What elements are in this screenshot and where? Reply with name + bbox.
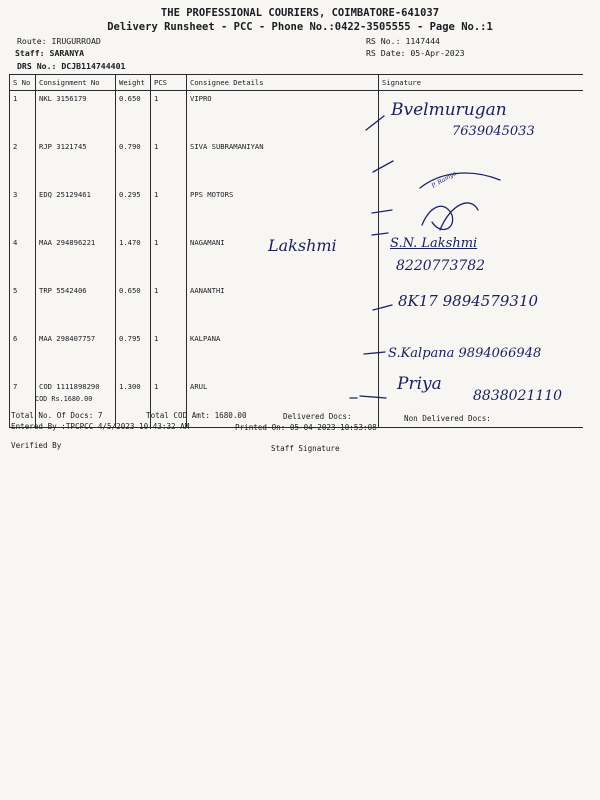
rs-no-label: RS No.:: [366, 36, 401, 46]
col-consignment: Consignment No: [36, 75, 116, 91]
cell-sno: 5: [10, 283, 36, 331]
signature-row6: S.Kalpana 9894066948: [388, 346, 542, 361]
cell-weight: 1.470: [116, 235, 151, 283]
col-consignee: Consignee Details: [187, 75, 379, 91]
cell-consignee: VIPRO: [187, 91, 379, 140]
cell-consignment: NKL 3156179: [36, 91, 116, 140]
signature-row4-phone: 8220773782: [396, 258, 486, 274]
col-weight: Weight: [116, 75, 151, 91]
cell-weight: 0.295: [116, 187, 151, 235]
cell-pcs: 1: [151, 379, 187, 428]
cell-pcs: 1: [151, 331, 187, 379]
signature-row1-name: Bvelmurugan: [391, 100, 507, 120]
col-sno: S No: [10, 75, 36, 91]
cell-consignment: RJP 3121745: [36, 139, 116, 187]
cell-consignee: KALPANA: [187, 331, 379, 379]
route-value: IRUGURROAD: [51, 36, 101, 46]
printed-on: Printed On: 05-04-2023 10:53:08: [235, 423, 377, 432]
rs-no-value: 1147444: [405, 36, 440, 46]
total-cod: Total COD Amt: 1680.00: [146, 411, 247, 420]
entered-by: Entered By :TPCPCC 4/5/2023 10:43:32 AM: [11, 422, 190, 431]
staff-label: Staff:: [15, 48, 45, 58]
cell-weight: 1.300: [116, 379, 151, 428]
cell-pcs: 1: [151, 283, 187, 331]
signature-row7-phone: 8838021110: [473, 388, 563, 404]
staff-signature: Staff Signature: [271, 444, 340, 453]
cell-consignment: MAA 298407757: [36, 331, 116, 379]
route-label: Route:: [17, 36, 47, 46]
cell-pcs: 1: [151, 187, 187, 235]
cell-consignee: AANANTHI: [187, 283, 379, 331]
cell-consignment: MAA 294896221: [36, 235, 116, 283]
rs-date-value: 05-Apr-2023: [410, 48, 465, 58]
cell-consignee: NAGAMANI: [187, 235, 379, 283]
cell-sno: 1: [10, 91, 36, 140]
drs-value: DCJB114744401: [61, 61, 126, 71]
cell-sno: 4: [10, 235, 36, 283]
signature-row1-phone: 7639045033: [452, 124, 535, 139]
verified-by: Verified By: [11, 441, 62, 450]
col-signature: Signature: [379, 75, 584, 91]
cell-weight: 0.650: [116, 91, 151, 140]
consignment-no: COD 1111898290: [39, 382, 100, 391]
drs-label: DRS No.:: [17, 61, 57, 71]
cell-weight: 0.650: [116, 283, 151, 331]
signature-row5: 8K17 9894579310: [398, 292, 539, 310]
cell-sno: 7: [10, 379, 36, 428]
signature-row4-name: S.N. Lakshmi: [390, 236, 478, 251]
cell-pcs: 1: [151, 139, 187, 187]
cell-sno: 2: [10, 139, 36, 187]
signature-row7-name: Priya: [397, 374, 442, 394]
signature-row4-side: Lakshmi: [268, 236, 337, 255]
cell-sno: 3: [10, 187, 36, 235]
total-docs: Total No. Of Docs: 7: [11, 411, 103, 420]
cell-consignee: SIVA SUBRAMANIYAN: [187, 139, 379, 187]
delivered-docs: Delivered Docs:: [283, 412, 352, 421]
col-pcs: PCS: [151, 75, 187, 91]
cell-weight: 0.790: [116, 139, 151, 187]
cod-note: COD Rs.1680.00: [35, 395, 93, 403]
cell-consignment: TRP 5542406: [36, 283, 116, 331]
staff-value: SARANYA: [49, 48, 85, 58]
cell-consignee: PPS MOTORS: [187, 187, 379, 235]
cell-sno: 6: [10, 331, 36, 379]
runsheet-title: Delivery Runsheet - PCC - Phone No.:0422-3505555 - Page No.:1: [107, 21, 493, 33]
signature-scribble-row2: P. Ramya: [430, 169, 458, 190]
cell-consignee: ARUL: [187, 379, 379, 428]
cell-consignment: EDQ 25129461: [36, 187, 116, 235]
non-delivered-docs: Non Delivered Docs:: [404, 414, 491, 423]
cell-pcs: 1: [151, 91, 187, 140]
cell-pcs: 1: [151, 235, 187, 283]
rs-date-label: RS Date:: [366, 48, 406, 58]
company-title: THE PROFESSIONAL COURIERS, COIMBATORE-641037: [160, 7, 440, 19]
cell-weight: 0.795: [116, 331, 151, 379]
